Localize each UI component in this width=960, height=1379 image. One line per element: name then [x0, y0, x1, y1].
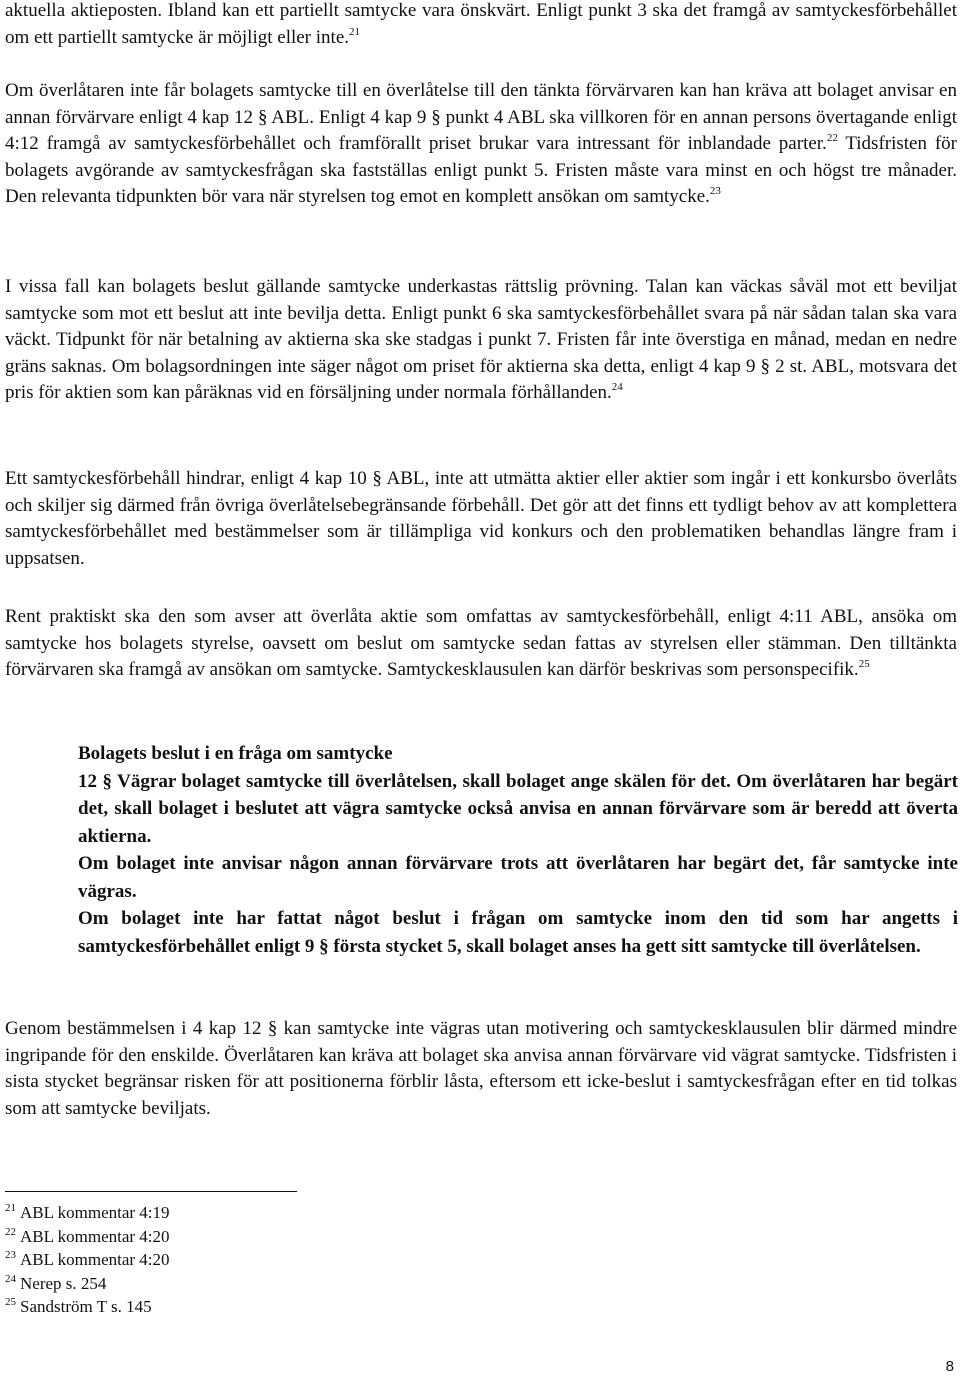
footnote-ref[interactable]: 24: [611, 381, 623, 393]
paragraph: Genom bestämmelsen i 4 kap 12 § kan samtycke inte vägras utan motivering och samtyckesklausulen blir därmed mindre ingripande för den enskilde. Överlåtaren kan kräva att bolaget ska anvisa annan förvärvare vid vägrat samtycke. Tidsfristen i sista stycket begränsar risken för att positionerna förblir låsta, eftersom ett icke-beslut i samtyckesfrågan efter en tid tolkas som att samtycke beviljats.: [5, 1018, 957, 1119]
footnote-text: ABL kommentar 4:19: [20, 1203, 170, 1222]
quote-line: 12 § Vägrar bolaget samtycke till överlåtelsen, skall bolaget ange skälen för det. Om överlåtaren har begärt det, skall bolaget i beslutet att vägra samtycke också anvisa en annan förvärvare som är beredd att överta aktierna.: [78, 770, 958, 847]
quote-line: Om bolaget inte har fattat något beslut i frågan om samtycke inom den tid som har angetts i samtyckesförbehållet enligt 9 § första stycket 5, skall bolaget anses ha gett sitt samtycke till överlåtelsen.: [78, 908, 958, 957]
paragraph: [5, 274, 957, 407]
footnotes: [5, 1201, 170, 1319]
paragraph: Ett samtyckesförbehåll hindrar, enligt 4 kap 10 § ABL, inte att utmätta aktier eller aktier som ingår i ett konkursbo överlåts och skiljer sig därmed från övriga överlåtelsebegränsande förbehåll. Det gör att det finns ett tydligt behov av att komplettera samtyckesförbehållet med bestämmelser som är tillämpliga vid konkurs och den problematiken behandlas längre fram i uppsatsen.: [5, 468, 957, 569]
footnote-text: Sandström T s. 145: [20, 1297, 152, 1316]
footnote-number: 21: [5, 1202, 16, 1214]
quote-heading: Bolagets beslut i en fråga om samtycke: [78, 743, 393, 764]
footnote: [5, 1272, 170, 1296]
footnote-ref[interactable]: 25: [858, 658, 870, 670]
footnote-ref[interactable]: 21: [349, 25, 361, 38]
footnote-text: Nerep s. 254: [20, 1273, 107, 1293]
footnote-text: ABL kommentar 4:20: [20, 1250, 170, 1269]
footnote-text: ABL kommentar 4:20: [20, 1226, 170, 1246]
footnote: [5, 1201, 170, 1225]
paragraph-text: Om överlåtaren inte får bolagets samtycke till en överlåtelse till den tänkta förvärvaren kan han kräva att bolaget anvisar en annan förvärvare enligt 4 kap 12 § ABL. Enligt 4 kap 9 § punkt 4 ABL ska villkoren för en annan persons övertagande enligt 4:12 framgå av samtyckesförbehållet och framförallt priset brukar vara intressant för inblandade parter.: [5, 80, 957, 154]
footnote: [5, 1295, 170, 1319]
footnote: [5, 1225, 170, 1249]
footnote: [5, 1248, 170, 1272]
paragraph: [5, 78, 957, 211]
paragraph: [5, 0, 957, 51]
footnote-divider: [5, 1191, 297, 1192]
paragraph-text: aktuella aktieposten. Ibland kan ett partiellt samtycke vara önskvärt. Enligt punkt 3 ska det framgå av samtyckesförbehållet om ett partiellt samtycke är möjligt eller inte.: [5, 0, 957, 48]
law-quote: [78, 740, 958, 960]
paragraph-text: I vissa fall kan bolagets beslut gällande samtycke underkastas rättslig prövning. Talan kan väckas såväl mot ett beviljat samtycke som mot ett beslut att inte bevilja detta. Enligt punkt 6 ska samtyckesförbehållet svara på när sådan talan ska vara väckt. Tidpunkt för när betalning av aktierna ska ske stadgas i punkt 7. Fristen får inte överstiga en månad, medan en nedre gräns saknas. Om bolagsordningen inte säger något om priset för aktierna ska detta, enligt 4 kap 9 § 2 st. ABL, motsvara det pris för aktien som kan påräknas vid en försäljning under normala förhållanden.: [5, 276, 957, 403]
footnote-number: 23: [5, 1249, 16, 1261]
paragraph: [5, 604, 957, 684]
page-number: 8: [945, 1358, 954, 1375]
footnote-number: 25: [5, 1296, 16, 1308]
footnote-number: 24: [5, 1272, 16, 1285]
footnote-number: 22: [5, 1225, 16, 1238]
paragraph-text: Tidsfristen för bolagets avgörande av samtyckesfrågan ska fastställas enligt punkt 5. Fristen måste vara minst en och högst tre månader. Den relevanta tidpunkten bör vara när styrelsen tog emot en komplett ansökan om samtycke.: [5, 133, 957, 207]
paragraph-text: Rent praktiskt ska den som avser att överlåta aktie som omfattas av samtyckesförbehåll, enligt 4:11 ABL, ansöka om samtycke hos bolagets styrelse, oavsett om beslut om samtycke sedan fattas av styrelsen eller stämman. Den tilltänkta förvärvaren ska framgå av ansökan om samtycke. Samtyckesklausulen kan därför beskrivas som personspecifik.: [5, 606, 957, 680]
footnote-ref[interactable]: 23: [709, 185, 721, 197]
footnote-ref[interactable]: 22: [826, 132, 838, 144]
quote-line: Om bolaget inte anvisar någon annan förvärvare trots att överlåtaren har begärt det, får samtycke inte vägras.: [78, 853, 958, 902]
